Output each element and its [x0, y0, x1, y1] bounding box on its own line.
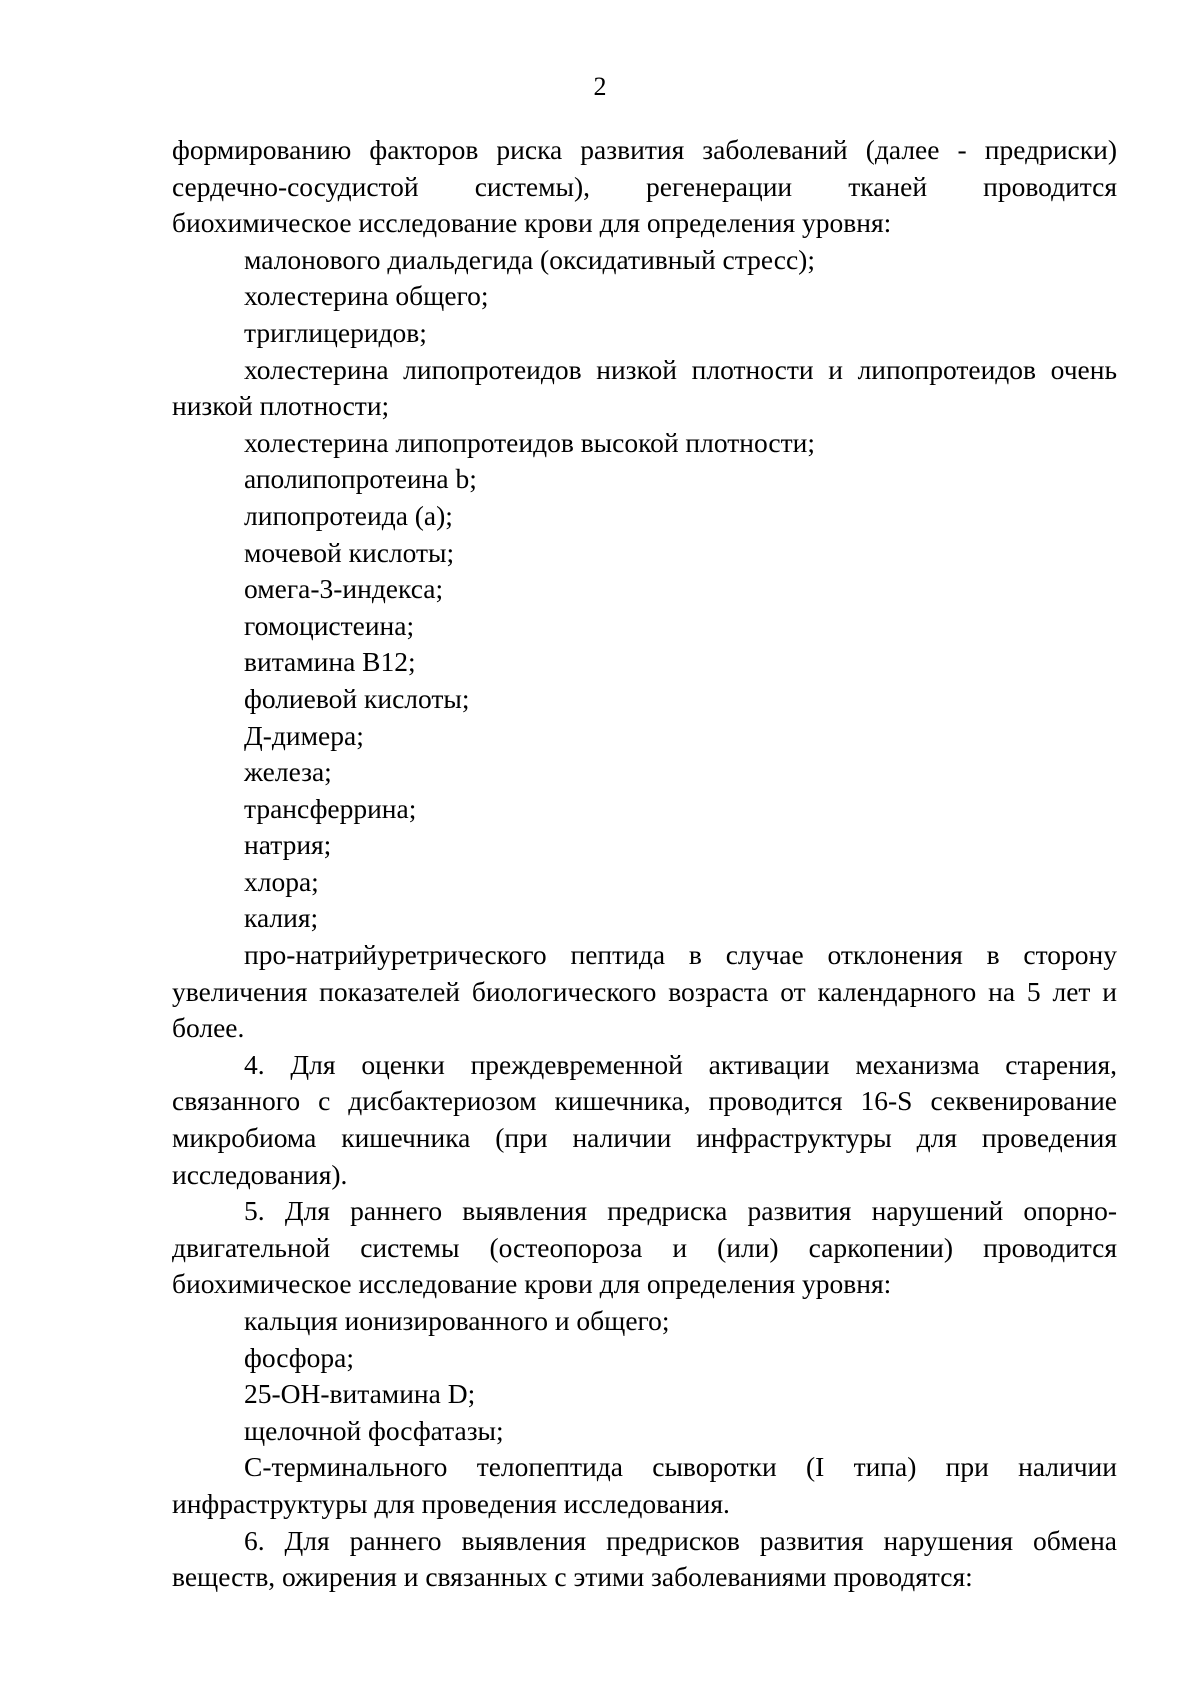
list-item-ldl-vldl: холестерина липопротеидов низкой плотности и липопротеидов очень низкой плотности; [172, 353, 1117, 422]
list-item-transferrin: трансферрина; [244, 792, 417, 824]
paragraph-continuation-line-2: сердечно-сосудистой системы), регенерации тканей проводится [172, 170, 1117, 202]
list-item-phosphorus: фосфора; [244, 1341, 354, 1373]
list-item-triglycerides: триглицеридов; [244, 316, 427, 348]
list-item-lipoprotein-a: липопротеида (а); [244, 499, 453, 531]
list-item-homocysteine: гомоцистеина; [244, 609, 415, 641]
list-item-alkaline-phosphatase: щелочной фосфатазы; [244, 1414, 504, 1446]
list-item-total-cholesterol: холестерина общего; [244, 280, 489, 312]
paragraph-6-metabolism: 6. Для раннего выявления предрисков развития нарушения обмена веществ, ожирения и связанных с этими заболеваниями проводятся: [172, 1524, 1117, 1593]
list-item-vitamin-b12: витамина В12; [244, 646, 416, 678]
list-item-c-telopeptide: С-терминального телопептида сыворотки (I типа) при наличии инфраструктуры для проведения исследования. [172, 1451, 1117, 1519]
list-item-potassium: калия; [244, 902, 319, 934]
document-body [172, 132, 1117, 1596]
list-item-iron: железа; [244, 756, 332, 788]
list-item-omega3-index: омега-3-индекса; [244, 573, 444, 605]
list-item-folic-acid: фолиевой кислоты; [244, 682, 470, 714]
list-item-uric-acid: мочевой кислоты; [244, 536, 455, 568]
paragraph-4-microbiome: 4. Для оценки преждевременной активации механизма старения, связанного с дисбактериозом кишечника, проводится 16-S секвенирование микробиома кишечника (при наличии инфраструктуры для проведения исследования). [172, 1048, 1117, 1190]
list-item-pro-bnp: про-натрийуретрического пептида в случае отклонения в сторону увеличения показателей биологического возраста от календарного на 5 лет и более. [172, 939, 1117, 1044]
list-item-hdl: холестерина липопротеидов высокой плотности; [244, 426, 816, 458]
list-item-calcium: кальция ионизированного и общего; [244, 1305, 670, 1336]
list-item-vitamin-d: 25-ОН-витамина D; [244, 1378, 476, 1410]
list-item-apolipoprotein-b: аполипопротеина b; [244, 463, 477, 495]
page-number: 2 [593, 72, 607, 101]
list-item-malondialdehyde: малонового диальдегида (оксидативный стресс); [244, 243, 815, 275]
list-item-sodium: натрия; [244, 829, 332, 861]
paragraph-continuation-line-1: формированию факторов риска развития заболеваний (далее - предриски) [172, 134, 1117, 165]
paragraph-5-musculoskeletal: 5. Для раннего выявления предриска развития нарушений опорно-двигательной системы (остеопороза и (или) саркопении) проводится биохимическое исследование крови для определения уровня: [172, 1195, 1117, 1300]
list-item-chlorine: хлора; [244, 865, 319, 897]
list-item-d-dimer: Д-димера; [244, 719, 364, 751]
paragraph-continuation-line-3: биохимическое исследование крови для определения уровня: [172, 207, 892, 239]
